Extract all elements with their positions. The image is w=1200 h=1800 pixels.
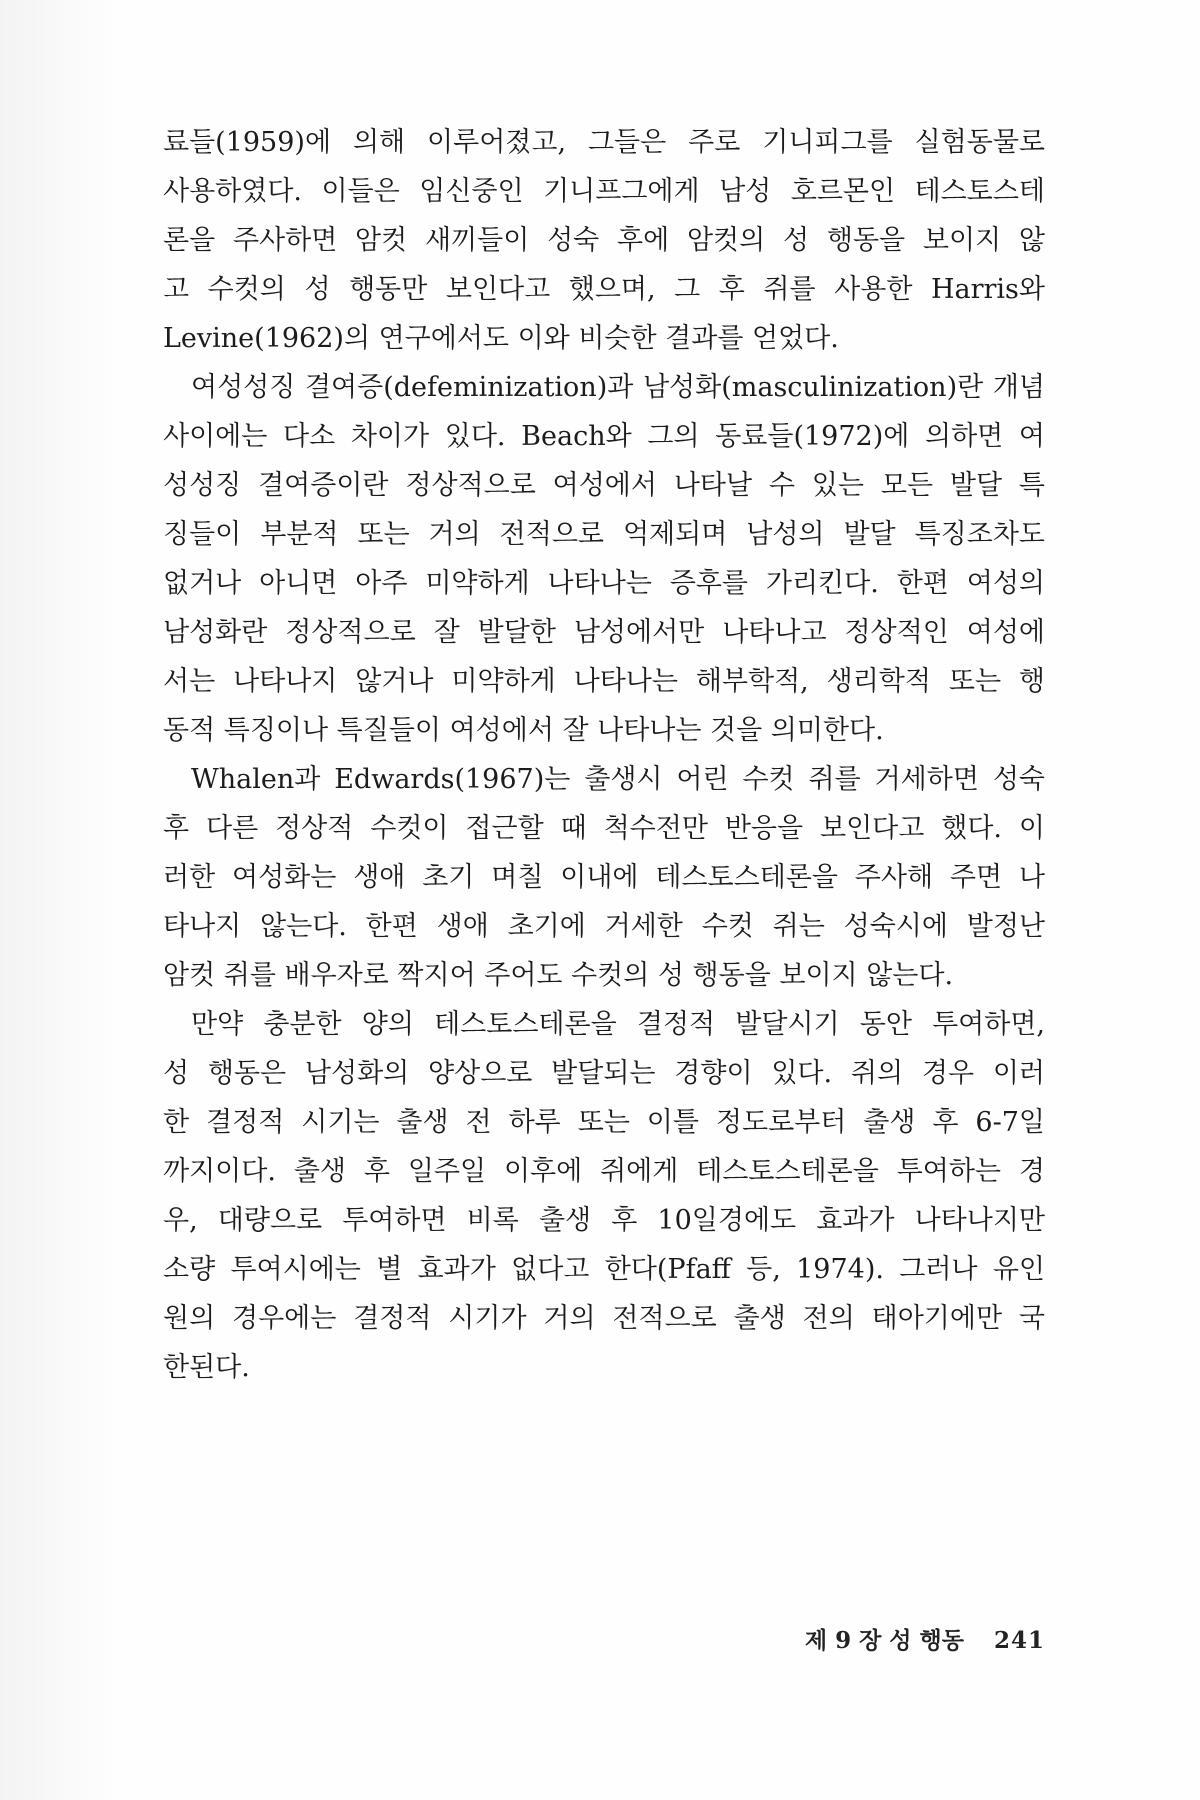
text-line: 한된다. — [163, 1352, 250, 1383]
text-line: 여성성징 결여증(defeminization)과 남성화(masculinization)란 개념 — [191, 372, 1045, 403]
text-line: 고 수컷의 성 행동만 보인다고 했으며, 그 후 쥐를 사용한 Harris와 — [163, 274, 1045, 305]
body-text — [163, 118, 1045, 1392]
text-line: 성 행동은 남성화의 양상으로 발달되는 경향이 있다. 쥐의 경우 이러 — [163, 1058, 1045, 1089]
text-line: 암컷 쥐를 배우자로 짝지어 주어도 수컷의 성 행동을 보이지 않는다. — [163, 960, 954, 991]
text-line: 만약 충분한 양의 테스토스테론을 결정적 발달시기 동안 투여하면, — [191, 1009, 1045, 1040]
text-line: 후 다른 정상적 수컷이 접근할 때 척수전만 반응을 보인다고 했다. 이 — [163, 813, 1045, 844]
text-line: 사이에는 다소 차이가 있다. Beach와 그의 동료들(1972)에 의하면 여 — [163, 421, 1045, 452]
text-line: 없거나 아니면 아주 미약하게 나타나는 증후를 가리킨다. 한편 여성의 — [163, 568, 1045, 599]
page-number: 241 — [993, 1627, 1045, 1654]
text-line: 남성화란 정상적으로 잘 발달한 남성에서만 나타나고 정상적인 여성에 — [163, 617, 1045, 648]
text-line: 타나지 않는다. 한편 생애 초기에 거세한 수컷 쥐는 성숙시에 발정난 — [163, 911, 1045, 942]
page-binding-shadow — [0, 0, 120, 1800]
text-line: 사용하였다. 이들은 임신중인 기니프그에게 남성 호르몬인 테스토스테 — [163, 176, 1045, 207]
text-line: 까지이다. 출생 후 일주일 이후에 쥐에게 테스토스테론을 투여하는 경 — [163, 1156, 1045, 1187]
page-footer — [740, 1621, 1045, 1661]
text-line: 소량 투여시에는 별 효과가 없다고 한다(Pfaff 등, 1974). 그러나 유인 — [163, 1254, 1045, 1285]
text-line: 러한 여성화는 생애 초기 며칠 이내에 테스토스테론을 주사해 주면 나 — [163, 862, 1045, 893]
chapter-running-head: 제 9 장 성 행동 — [804, 1627, 964, 1654]
text-line: 우, 대량으로 투여하면 비록 출생 후 10일경에도 효과가 나타나지만 — [163, 1205, 1045, 1236]
text-line: 성성징 결여증이란 정상적으로 여성에서 나타날 수 있는 모든 발달 특 — [163, 470, 1045, 501]
text-line: 징들이 부분적 또는 거의 전적으로 억제되며 남성의 발달 특징조차도 — [163, 519, 1045, 550]
text-line: 동적 특징이나 특질들이 여성에서 잘 나타나는 것을 의미한다. — [163, 715, 884, 746]
text-line: Whalen과 Edwards(1967)는 출생시 어린 수컷 쥐를 거세하면 성숙 — [191, 764, 1045, 795]
text-line: 서는 나타나지 않거나 미약하게 나타나는 해부학적, 생리학적 또는 행 — [163, 666, 1045, 697]
text-line: 한 결정적 시기는 출생 전 하루 또는 이틀 정도로부터 출생 후 6-7일 — [163, 1107, 1045, 1138]
text-line: 료들(1959)에 의해 이루어졌고, 그들은 주로 기니피그를 실험동물로 — [163, 127, 1045, 158]
text-line: 원의 경우에는 결정적 시기가 거의 전적으로 출생 전의 태아기에만 국 — [163, 1303, 1045, 1334]
text-line: Levine(1962)의 연구에서도 이와 비슷한 결과를 얻었다. — [163, 323, 839, 354]
text-line: 론을 주사하면 암컷 새끼들이 성숙 후에 암컷의 성 행동을 보이지 않 — [163, 225, 1045, 256]
